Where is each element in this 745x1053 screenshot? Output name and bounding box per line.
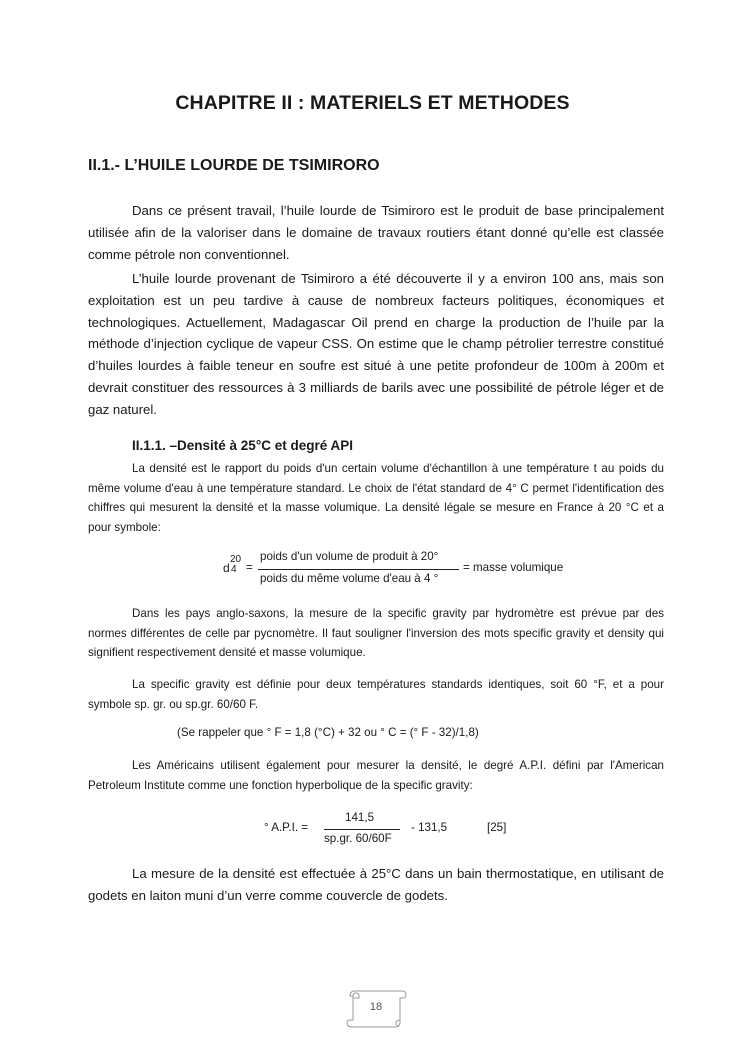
paragraph-density-definition bbox=[88, 459, 664, 537]
api-denominator: sp.gr. 60/60F bbox=[324, 832, 392, 845]
chapter-title: CHAPITRE II : MATERIELS ET METHODES bbox=[175, 92, 570, 114]
paragraph-history bbox=[88, 268, 664, 421]
paragraph-history-text: L’huile lourde provenant de Tsimiroro a été découverte il y a environ 100 ans, mais son exploitation est un peu tardive à cause de nombreux facteurs politiques, économiques et technologiques. Actuellement, Madagascar Oil prend en charge la production de l’huile par la méthode d’injection cyclique de vapeur CSS. On estime que le champ pétrolier terrestre constitué d’huiles lourdes à faible teneur en soufre est situé à une petite profondeur de 100m à 200m et devrait constituer des ressources à 3 milliards de barils avec une possibilité de pétrole léger et de gaz naturel. bbox=[88, 271, 664, 417]
page-number: 18 bbox=[369, 1001, 383, 1013]
paragraph-intro-text: Dans ce présent travail, l’huile lourde de Tsimiroro est le produit de base principalement utilisée afin de la valoriser dans le domaine de travaux routiers étant donné qu’elle est classée comme pétrole non conventionnel. bbox=[88, 203, 664, 262]
conversion-reminder: (Se rappeler que ° F = 1,8 (°C) + 32 ou ° C = (° F - 32)/1,8) bbox=[177, 726, 479, 739]
paragraph-measurement bbox=[88, 863, 664, 907]
paragraph-api-degree-text: Les Américains utilisent également pour mesurer la densité, le degré A.P.I. défini par l'American Petroleum Institute comme une fonction hyperbolique de la specific gravity: bbox=[88, 759, 664, 792]
api-fraction-bar bbox=[324, 829, 400, 830]
paragraph-anglo-saxon-text: Dans les pays anglo-saxons, la mesure de la specific gravity par hydromètre est prévue par des normes différentes de celle par pycnomètre. Il faut souligner l'inversion des mots specific gravity et density qui signifient respectivement densité et masse volumique. bbox=[88, 607, 664, 660]
density-sub: 4 bbox=[231, 564, 237, 575]
density-numerator: poids d'un volume de produit à 20° bbox=[260, 550, 439, 563]
density-formula bbox=[220, 550, 580, 590]
api-reference: [25] bbox=[487, 821, 507, 834]
paragraph-specific-gravity-text: La specific gravity est définie pour deux températures standards identiques, soit 60 °F, et a pour symbole sp. gr. ou sp.gr. 60/60 F. bbox=[88, 678, 664, 711]
density-result: = masse volumique bbox=[463, 561, 564, 574]
page-number-scroll bbox=[344, 988, 408, 1030]
paragraph-intro bbox=[88, 200, 664, 265]
paragraph-anglo-saxon bbox=[88, 604, 664, 663]
api-lhs: ° A.P.I. = bbox=[264, 821, 309, 834]
subsection-title: II.1.1. –Densité à 25°C et degré API bbox=[132, 438, 353, 453]
density-sup: 20 bbox=[230, 554, 242, 565]
density-equals: = bbox=[246, 561, 253, 574]
section-title: II.1.- L’HUILE LOURDE DE TSIMIRORO bbox=[88, 157, 380, 174]
density-denominator: poids du même volume d'eau à 4 ° bbox=[260, 572, 439, 585]
paragraph-measurement-text: La mesure de la densité est effectuée à 25°C dans un bain thermostatique, en utilisant de godets en laiton muni d’un verre comme couvercle de godets. bbox=[88, 866, 664, 903]
api-numerator: 141,5 bbox=[345, 811, 375, 824]
paragraph-api-degree bbox=[88, 756, 664, 795]
api-formula bbox=[260, 808, 530, 848]
api-rhs: - 131,5 bbox=[411, 821, 448, 834]
density-symbol: d bbox=[223, 561, 230, 575]
density-fraction-bar bbox=[258, 569, 459, 570]
paragraph-specific-gravity bbox=[88, 675, 664, 714]
paragraph-density-definition-text: La densité est le rapport du poids d'un certain volume d'échantillon à une température t au poids du même volume d'eau à une température standard. Le choix de l'état standard de 4° C permet l'identification des chiffres qui mesurent la densité et la masse volumique. La densité légale se mesure en France à 20 °C et a pour symbole: bbox=[88, 462, 664, 534]
